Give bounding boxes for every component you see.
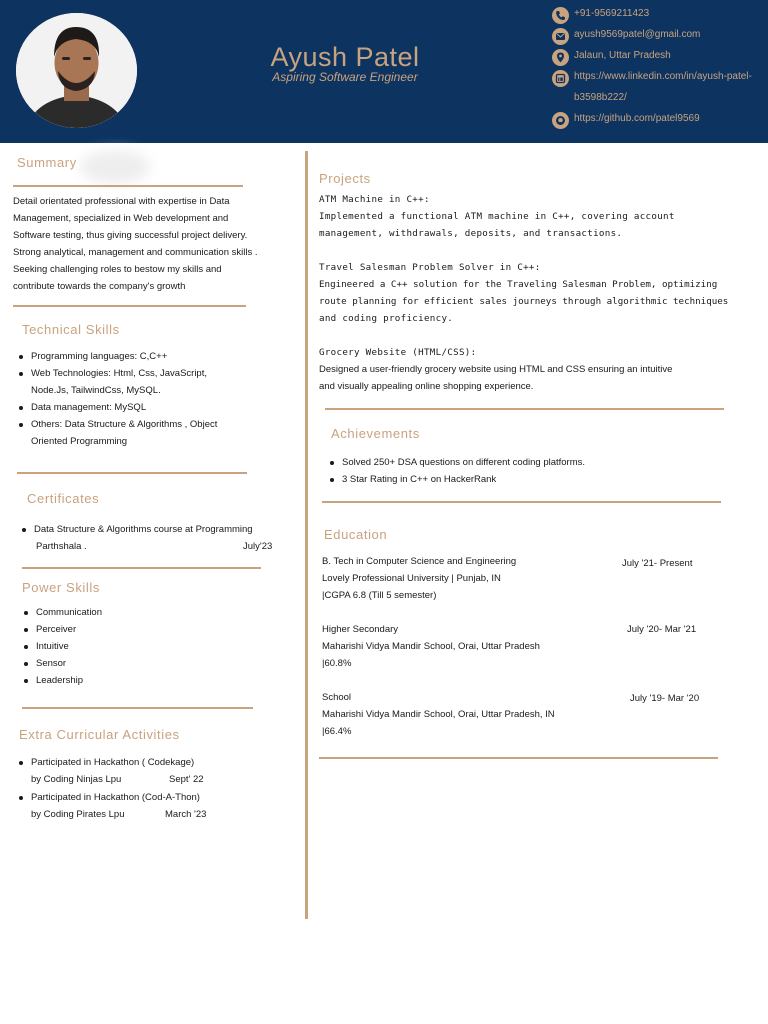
score-text: |66.4% — [322, 726, 352, 737]
bullet-icon — [19, 372, 23, 376]
achievement-text: 3 Star Rating in C++ on HackerRank — [342, 474, 497, 485]
bullet-icon — [24, 679, 28, 683]
certificates-heading: Certificates — [27, 491, 100, 506]
bullet-icon — [330, 478, 334, 482]
list-item — [24, 672, 83, 689]
project-desc: Implemented a functional ATM machine in C++, covering account — [319, 211, 675, 222]
score-text: |CGPA 6.8 (Till 5 semester) — [322, 590, 437, 601]
list-item — [19, 365, 207, 399]
list-item — [19, 399, 146, 416]
bullet-icon — [19, 796, 23, 800]
project-desc: and coding proficiency. — [319, 313, 454, 324]
divider — [22, 707, 253, 709]
project-name: Grocery Website (HTML/CSS): — [319, 347, 477, 358]
activity-text: Participated in Hackathon ( Codekage) — [31, 757, 195, 768]
linkedin-link-cont[interactable]: b3598b222/ — [574, 92, 627, 103]
github-icon — [552, 112, 569, 129]
email-icon — [552, 28, 569, 45]
skill-text: Node.Js, TailwindCss, MySQL. — [31, 385, 161, 396]
phone-icon — [552, 7, 569, 24]
project-desc: route planning for efficient sales journeys through algorithmic techniques — [319, 296, 729, 307]
linkedin-icon — [552, 70, 569, 87]
certificate-text: Parthshala . — [36, 541, 87, 552]
project-desc: Designed a user-friendly grocery website using HTML and CSS ensuring an intuitive — [319, 364, 673, 375]
project-desc: management, withdrawals, deposits, and transactions. — [319, 228, 623, 239]
activity-text: by Coding Ninjas Lpu — [31, 774, 122, 785]
summary-line: contribute towards the company's growth — [13, 281, 186, 292]
project-desc: and visually appealing online shopping experience. — [319, 381, 534, 392]
education-date: July '20- Mar '21 — [627, 624, 697, 635]
projects-block-2 — [319, 361, 739, 395]
education-heading: Education — [324, 527, 388, 542]
list-item — [330, 454, 585, 471]
project-name: ATM Machine in C++: — [319, 194, 430, 205]
linkedin-link[interactable]: https://www.linkedin.com/in/ayush-patel- — [574, 71, 752, 82]
summary-divider — [13, 185, 243, 187]
location-pin-icon — [552, 49, 569, 66]
certificate-date: July'23 — [243, 541, 273, 552]
location-text: Jalaun, Uttar Pradesh — [574, 50, 671, 61]
project-name: Travel Salesman Problem Solver in C++: — [319, 262, 541, 273]
skill-text: Others: Data Structure & Algorithms , Object — [31, 419, 218, 430]
summary-heading: Summary — [17, 155, 77, 170]
achievements-heading: Achievements — [331, 426, 420, 441]
activity-text: by Coding Pirates Lpu — [31, 809, 125, 820]
school-text: Maharishi Vidya Mandir School, Orai, Uttar Pradesh, IN — [322, 709, 555, 720]
school-text: Maharishi Vidya Mandir School, Orai, Uttar Pradesh — [322, 641, 540, 652]
bullet-icon — [330, 461, 334, 465]
skill-text: Perceiver — [36, 624, 77, 635]
bullet-icon — [19, 355, 23, 359]
github-link[interactable]: https://github.com/patel9569 — [574, 113, 700, 124]
skill-text: Intuitive — [36, 641, 69, 652]
achievement-text: Solved 250+ DSA questions on different coding platforms. — [342, 457, 586, 468]
divider — [22, 567, 261, 569]
bullet-icon — [24, 645, 28, 649]
activity-date: Sept' 22 — [169, 774, 204, 785]
bullet-icon — [22, 528, 26, 532]
phone-text[interactable]: +91-9569211423 — [574, 8, 650, 19]
skill-text: Leadership — [36, 675, 84, 686]
divider — [322, 501, 721, 503]
skill-text: Sensor — [36, 658, 67, 669]
skill-text: Data management: MySQL — [31, 402, 147, 413]
education-date: July '19- Mar '20 — [630, 693, 700, 704]
list-item — [22, 521, 253, 538]
divider — [319, 757, 718, 759]
bullet-icon — [19, 423, 23, 427]
bullet-icon — [24, 662, 28, 666]
score-text: |60.8% — [322, 658, 352, 669]
power-skills-heading: Power Skills — [22, 580, 100, 595]
summary-line: Management, specialized in Web development and — [13, 213, 229, 224]
project-desc: Engineered a C++ solution for the Traveling Salesman Problem, optimizing — [319, 279, 718, 290]
candidate-name: Ayush Patel — [270, 42, 420, 72]
skill-text: Oriented Programming — [31, 436, 128, 447]
bullet-icon — [24, 611, 28, 615]
summary-line: Strong analytical, management and communication skills . — [13, 247, 258, 258]
summary-text — [13, 193, 298, 295]
education-date: July '21- Present — [622, 558, 693, 569]
bullet-icon — [19, 761, 23, 765]
extra-curricular-heading: Extra Curricular Activities — [19, 727, 180, 742]
technical-skills-heading: Technical Skills — [22, 322, 120, 337]
activity-text: Participated in Hackathon (Cod-A-Thon) — [31, 792, 200, 803]
list-item — [24, 604, 102, 621]
divider — [17, 472, 247, 474]
projects-block — [319, 191, 739, 361]
divider — [13, 305, 246, 307]
summary-line: Seeking challenging roles to bestow my skills and — [13, 264, 222, 275]
list-item — [24, 621, 76, 638]
profile-photo — [16, 13, 137, 128]
activity-date: March '23 — [165, 809, 207, 820]
school-text: Lovely Professional University | Punjab, IN — [322, 573, 501, 584]
candidate-title: Aspiring Software Engineer — [272, 70, 418, 84]
skill-text: Programming languages: C,C++ — [31, 351, 168, 362]
column-divider — [305, 151, 308, 919]
divider — [325, 408, 724, 410]
list-item — [330, 471, 496, 488]
decorative-blur — [80, 150, 150, 184]
degree-text: School — [322, 692, 352, 703]
degree-text: Higher Secondary — [322, 624, 399, 635]
skill-text: Web Technologies: Html, Css, JavaScript, — [31, 368, 207, 379]
certificate-text: Data Structure & Algorithms course at Programming — [34, 524, 253, 535]
list-item — [19, 754, 194, 771]
bullet-icon — [24, 628, 28, 632]
summary-line: Software testing, thus giving successful project delivery. — [13, 230, 248, 241]
list-item — [24, 655, 66, 672]
list-item — [24, 638, 69, 655]
summary-line: Detail orientated professional with expertise in Data — [13, 196, 230, 207]
skill-text: Communication — [36, 607, 102, 618]
email-text[interactable]: ayush9569patel@gmail.com — [574, 29, 701, 40]
list-item — [19, 789, 200, 806]
list-item — [19, 416, 217, 450]
bullet-icon — [19, 406, 23, 410]
degree-text: B. Tech in Computer Science and Engineering — [322, 556, 517, 567]
projects-heading: Projects — [319, 171, 371, 186]
list-item — [19, 348, 167, 365]
